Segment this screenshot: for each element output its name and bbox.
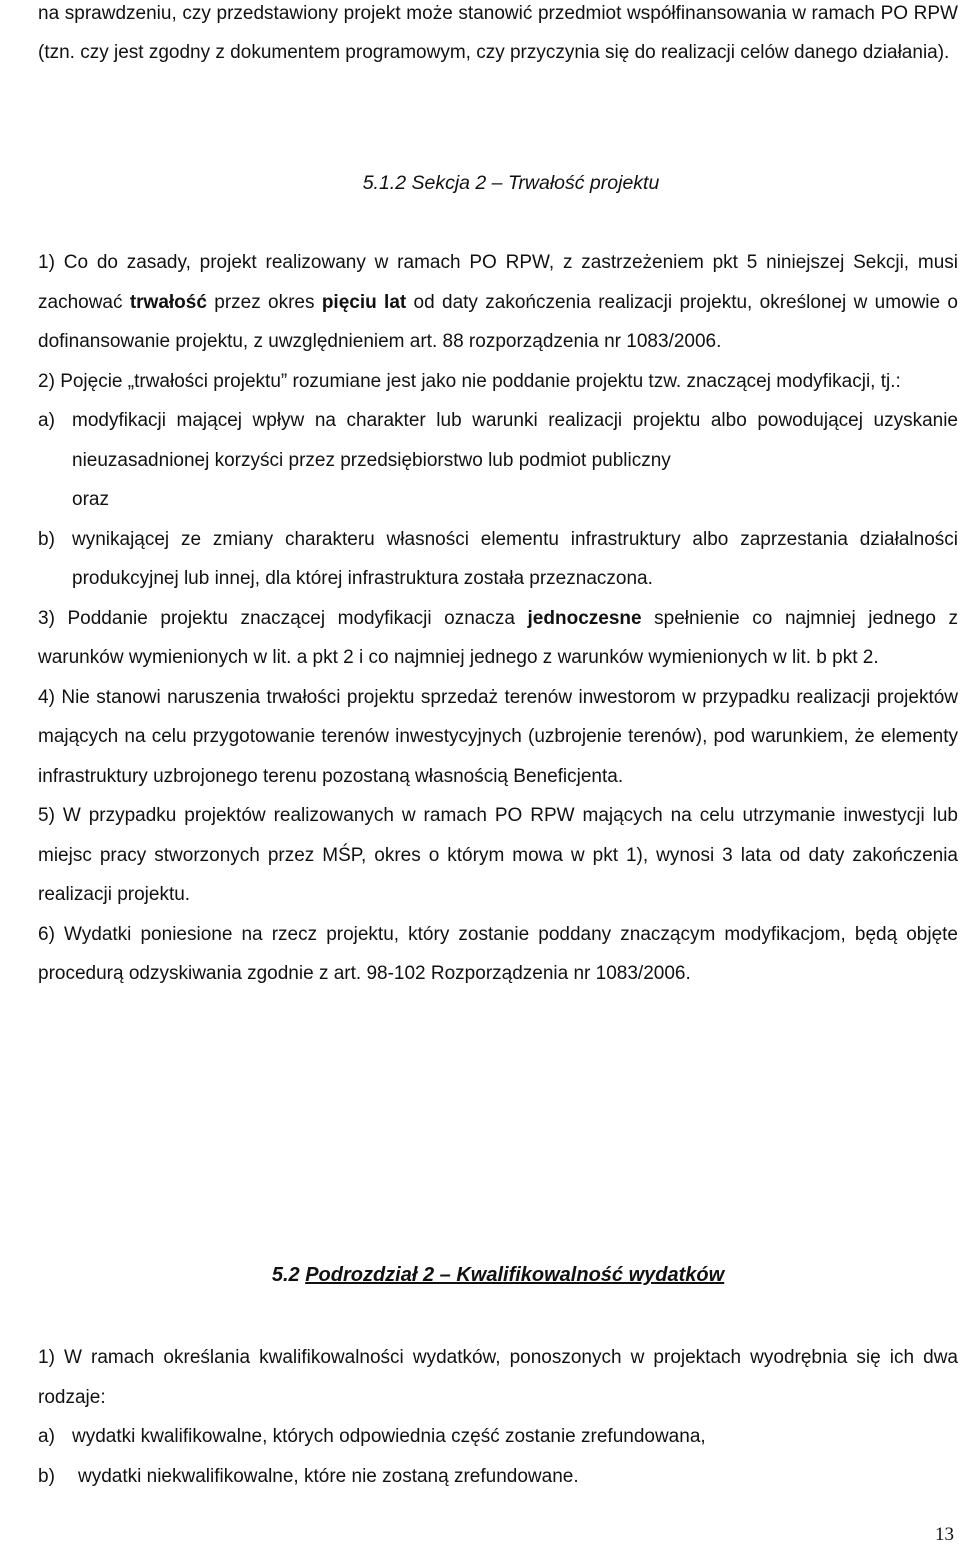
- list-item-6: [38, 915, 958, 994]
- item-text-mid: przez okres: [206, 291, 322, 313]
- sub-item-text: wydatki kwalifikowalne, których odpowiednia część zostanie zrefundowana,: [72, 1426, 706, 1447]
- sub-item-text: wydatki niekwalifikowalne, które nie zostaną zrefundowane.: [78, 1465, 579, 1487]
- list-item-5: [38, 796, 958, 915]
- list-item-3: [38, 599, 958, 678]
- section1-list: [38, 243, 958, 994]
- list-item-text: [38, 915, 958, 994]
- item-text: W przypadku projektów realizowanych w ramach PO RPW mających na celu utrzymanie inwestycji lub miejsc pracy stworzonych przez MŚP, okres o którym mowa w pkt 1), wynosi 3 lata od daty zakończenia realizacji projektu.: [38, 805, 958, 905]
- list-item-1: [38, 1338, 958, 1496]
- sub-letter: b): [38, 528, 55, 550]
- sub-item-text: wynikającej ze zmiany charakteru własności elementu infrastruktury albo zaprzestania działalności produkcyjnej lub innej, dla której infrastruktura została przeznaczona.: [72, 528, 958, 589]
- item-number: 3): [38, 607, 55, 629]
- sub-item-text: modyfikacji mającej wpływ na charakter lub warunki realizacji projektu albo powodującej uzyskanie nieuzasadnionej korzyści przez przedsiębiorstwo lub podmiot publiczny: [72, 410, 958, 471]
- item-text-pre: Co do zasady, projekt realizowany w ramach PO RPW, z zastrzeżeniem pkt 5 niniejszej Sekcji, musi zachować: [38, 252, 959, 313]
- item-text: W ramach określania kwalifikowalności wydatków, ponoszonych w projektach wyodrębnia się ich dwa rodzaje:: [38, 1347, 958, 1408]
- sub-letter: a): [38, 410, 55, 431]
- item-number: 6): [38, 923, 55, 945]
- section2-list: [38, 1338, 958, 1496]
- section-title: Podrozdział 2 – Kwalifikowalność wydatków: [305, 1264, 725, 1286]
- item-number: 1): [38, 252, 55, 273]
- sub-item-a: [38, 1417, 958, 1457]
- bold-simultaneous: jednoczesne: [527, 607, 642, 629]
- bold-durability: trwałość: [129, 291, 207, 313]
- sub-item-b: [38, 520, 958, 599]
- section-number: 5.2: [271, 1264, 306, 1286]
- section-heading-5-2: [38, 1264, 958, 1287]
- item-text: Nie stanowi naruszenia trwałości projektu sprzedaż terenów inwestorom w przypadku realizacji projektów mających na celu przygotowanie terenów inwestycyjnych (uzbrojenie terenów), pod warunkiem, że elementy infrastruktury uzbrojonego terenu pozostaną własnością Beneficjenta.: [38, 686, 959, 787]
- sub-item-oraz: [38, 480, 958, 520]
- sub-item-a: [38, 401, 958, 480]
- item-text: Wydatki poniesione na rzecz projektu, który zostanie poddany znaczącym modyfikacjom, będą objęte procedurą odzyskiwania zgodnie z art. 98-102 Rozporządzenia nr 1083/2006.: [38, 923, 958, 984]
- item-number: 4): [38, 686, 55, 708]
- sub-letter: a): [38, 1426, 55, 1447]
- item-text-pre: Poddanie projektu znaczącej modyfikacji oznacza: [67, 607, 528, 629]
- item-number: 1): [38, 1347, 55, 1368]
- sub-item-b: [38, 1457, 958, 1497]
- list-item-text: [38, 1338, 958, 1417]
- list-item-1: [38, 243, 958, 362]
- item-text: Pojęcie „trwałości projektu” rozumiane jest jako nie poddanie projektu tzw. znaczącej modyfikacji, tj.:: [60, 370, 901, 392]
- item-number: 2): [38, 370, 55, 392]
- list-item-text: [38, 599, 958, 678]
- item-number: 5): [38, 805, 55, 826]
- list-item-text: [38, 362, 958, 402]
- item-text-post: spełnienie co najmniej jednego z warunków wymienionych w lit. a pkt 2 i co najmniej jednego z warunków wymienionych w lit. b pkt 2.: [38, 607, 958, 668]
- list-item-2: [38, 362, 958, 599]
- list-item-4: [38, 678, 958, 797]
- section-heading-5-1-2: 5.1.2 Sekcja 2 – Trwałość projektu: [362, 172, 660, 194]
- list-item-text: [38, 678, 958, 797]
- page-number: 13: [935, 1524, 954, 1545]
- sub-letter: b): [38, 1465, 55, 1487]
- list-item-text: [38, 796, 958, 915]
- item-text-post: od daty zakończenia realizacji projektu, określonej w umowie o dofinansowanie projektu, z uwzględnieniem art. 88 rozporządzenia nr 1083/2006.: [38, 291, 958, 352]
- intro-paragraph: na sprawdzeniu, czy przedstawiony projekt może stanowić przedmiot współfinansowania w ramach PO RPW (tzn. czy jest zgodny z dokumentem programowym, czy przyczynia się do realizacji celów danego działania).: [38, 3, 958, 63]
- sub-item-text: oraz: [72, 489, 109, 510]
- list-item-text: [38, 243, 958, 362]
- bold-five-years: pięciu lat: [321, 291, 407, 313]
